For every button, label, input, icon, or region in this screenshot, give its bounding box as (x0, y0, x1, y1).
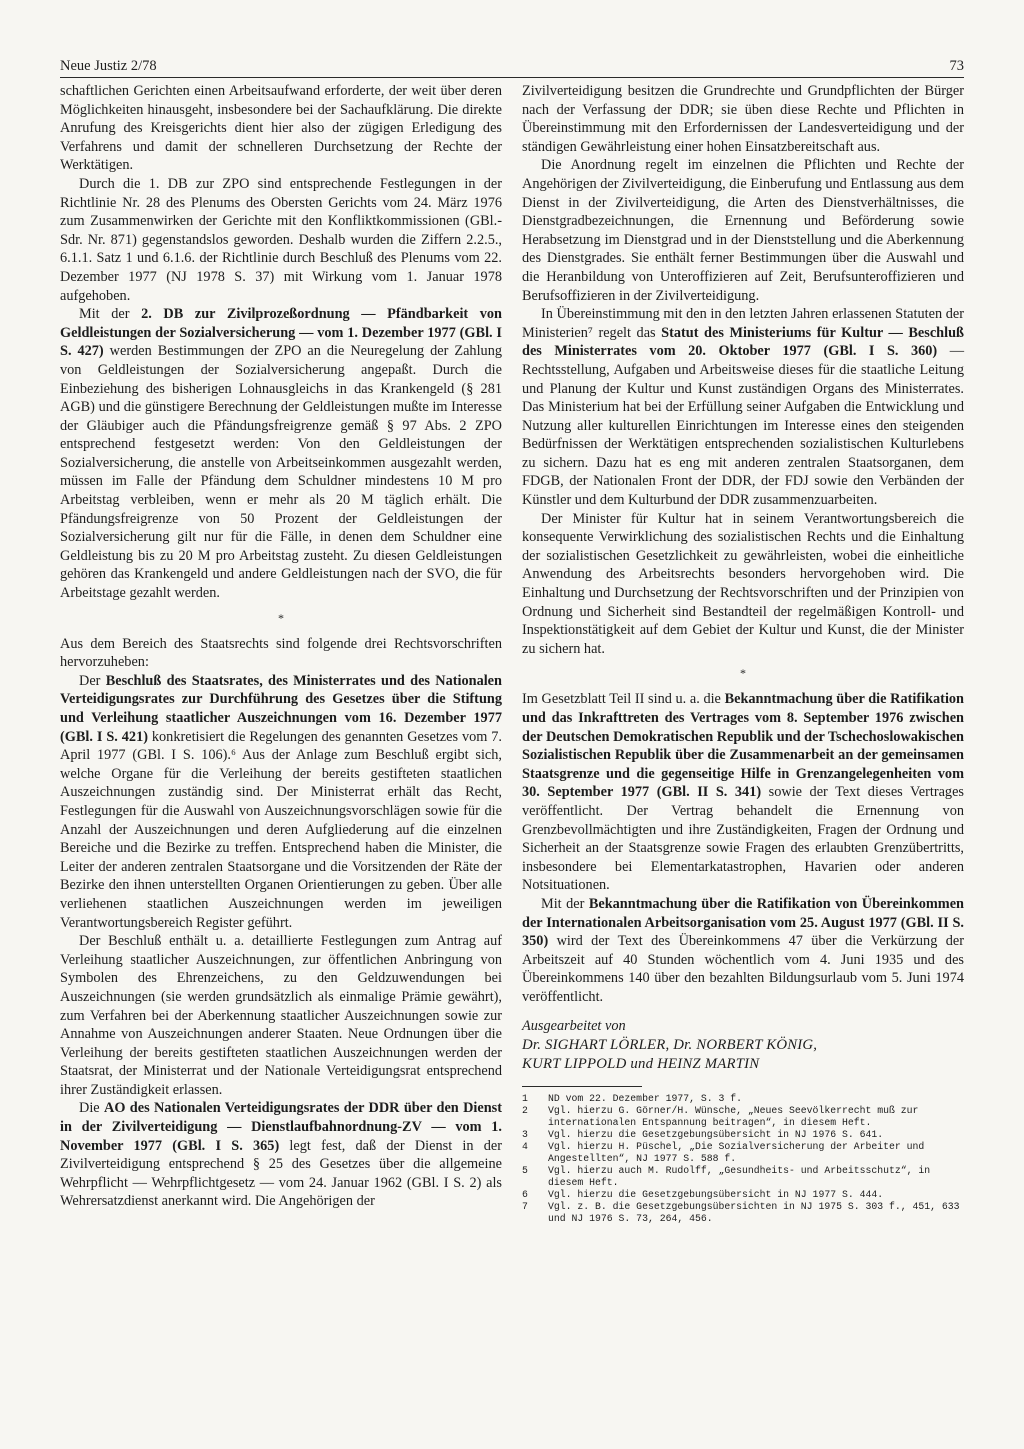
footnotes (522, 1093, 964, 1226)
footnote-number: 3 (522, 1128, 528, 1140)
text-run: — Rechtsstellung, Aufgaben und Arbeitsweise dieses für die staatliche Leitung und Planung der Kultur und Kunst zuständigen Organs des Ministerrates. Das Ministerium hat bei der Erfüllung seiner Aufgaben die Entwicklung und Nutzung aller kulturellen Einrichtungen im Interesse eines den steigenden Bedürfnissen der Werktätigen entsprechenden sozialistischen Kulturlebens zu sichern. Dazu hat es eng mit anderen zentralen Staatsorganen, dem FDGB, der Nationalen Front der DDR, der FDJ sowie den Verbänden der Künstler und dem Kulturbund der DDR zusammenzuarbeiten. (522, 343, 964, 509)
text-run: Zivilverteidigung besitzen die Grundrechte und Grundpflichten der Bürger nach der Verfassung der DDR; sie üben diese Rechte und Pflichten in Übereinstimmung mit den Erfordernissen der Landesverteidigung und der ständigen Gewährleistung einer hohen Einsatzbereitschaft aus. (522, 83, 964, 155)
text-run: In Übereinstimmung mit den in den letzten Jahren erlassenen Statuten der Ministerien⁷ regelt das (522, 306, 964, 341)
text-run: Der (79, 672, 106, 689)
footnote-text: Vgl. hierzu auch M. Rudolff, „Gesundheits- und Arbeitsschutz“, in diesem Heft. (548, 1165, 931, 1189)
paragraph (60, 82, 502, 175)
paragraph (60, 305, 502, 603)
paragraph (60, 1099, 502, 1211)
footnote-text: Vgl. hierzu G. Görner/H. Wünsche, „Neues Seevölkerrecht muß zur internationalen Entspannung beitragen“, in diesem Heft. (548, 1104, 919, 1128)
bold-citation: AO des Nationalen Verteidigungsrates der DDR über den Dienst in der Zivilverteidigung — Dienstlaufbahnordnung-ZV — vom 1. November 1977 (GBl. I S. 365) (60, 1100, 503, 1154)
footnote-text: Vgl. hierzu H. Püschel, „Die Sozialversicherung der Arbeiter und Angestellten“, NJ 1977 S. 588 f. (548, 1140, 925, 1164)
paragraph (60, 932, 502, 1099)
text-run: Mit der (79, 306, 142, 323)
text-run: Die (79, 1100, 104, 1117)
text-run: werden Bestimmungen der ZPO an die Neuregelung der Zahlung von Geldleistungen der Sozialversicherung angepaßt. Durch die Einbeziehung des bisherigen Lohnausgleichs in das Krankengeld (§ 281 AGB) und die günstigere Berechnung der Geldleistungen mußte im Interesse der Gläubiger auch die Pfändungsfreigrenze gemäß § 97 Abs. 2 ZPO entsprechend festgesetzt werden: Von den Geldleistungen der Sozialversicherung, die anstelle von Arbeitseinkommen ausgezahlt werden, müssen im Falle der Pfändung dem Schuldner mindestens 10 M pro Arbeitstag verbleiben, wenn er mehr als 20 M täglich erhält. Die Pfändungsfreigrenze von 50 Prozent der Geldleistungen der Sozialversicherung gilt nur für die Fälle, in denen dem Schuldner eine Geldleistung bis zu 20 M pro Arbeitstag zusteht. Zu diesen Geldleistungen gehören das Krankengeld und andere Geldleistungen nach der SVO, die für Arbeitstage gezahlt werden. (60, 343, 502, 602)
right-column-body (522, 82, 964, 1007)
text-run: Durch die 1. DB zur ZPO sind entsprechende Festlegungen in der Richtlinie Nr. 28 des Plenums des Obersten Gerichts vom 24. März 1976 zum Zusammenwirken der Gerichte mit den Konfliktkommissionen (GBl.-Sdr. Nr. 871) gegenstandslos geworden. Deshalb wurden die Ziffern 2.2.5., 6.1.1. Satz 1 und 6.1.6. der Richtlinie durch Beschluß des Plenums vom 22. Dezember 1977 (NJ 1978 S. 37) mit Wirkung vom 1. Januar 1978 aufgehoben. (60, 175, 502, 304)
credits-label: Ausgearbeitet von (522, 1017, 626, 1034)
running-header (60, 58, 964, 75)
paragraph (60, 175, 502, 305)
paragraph (60, 672, 502, 932)
footnote (522, 1105, 964, 1129)
footnote-text: Vgl. hierzu die Gesetzgebungsübersicht in NJ 1976 S. 641. (548, 1128, 884, 1140)
footnote (522, 1093, 964, 1105)
text-run: wird der Text des Übereinkommens 47 über die Verkürzung der Arbeitszeit auf 40 Stunden wöchentlich vom 4. Juni 1935 und des Übereinkommens 140 über den bezahlten Bildungsurlaub vom 5. Juni 1974 veröffentlicht. (522, 933, 964, 1005)
text-run: Der Beschluß enthält u. a. detaillierte Festlegungen zum Antrag auf Verleihung staatlicher Auszeichnungen, zur öffentlichen Anbringung von Symbolen des Ehrenzeichens, zu den Geldzuwendungen bei Auszeichnungen (sie werden grundsätzlich als einmalige Prämie gewährt), zum Verfahren bei der Aberkennung staatlicher Auszeichnungen sowie zur Annahme von Auszeichnungen anderer Staaten. Neue Ordnungen über die Verleihung der bereits gestifteten staatlichen Auszeichnungen werden der Staatsrat, der Ministerrat und der Nationale Verteidigungsrat entsprechend ihrer Zuständigkeit erlassen. (60, 933, 502, 1098)
paragraph (522, 82, 964, 156)
text-run: konkretisiert die Regelungen des genannten Gesetzes vom 7. April 1977 (GBl. I S. 106).⁶ Aus der Anlage zum Beschluß ergibt sich, welche Organe für die Verleihung der bereits gestifteten staatlichen Auszeichnungen zuständig sind. Der Ministerrat erhält das Recht, Festlegungen für die Auswahl von Auszeichnungsvorschlägen sowie für die Anzahl der Auszeichnungen und deren Aufgliederung auf die einzelnen Bereiche und die Bezirke zu treffen. Entsprechend haben die Minister, die Leiter der anderen zentralen Staatsorgane und die Vorsitzenden der Räte der Bezirke den ihnen unterstellten Organen Orientierungen zu geben. Über alle verliehenen staatlichen Auszeichnungen werden im jeweiligen Verantwortungsbereich Register geführt. (60, 728, 502, 931)
bold-citation: Beschluß des Staatsrates, des Ministerrates und des Nationalen Verteidigungsrates zur Durchführung des Gesetzes über die Stiftung und Verleihung staatlicher Auszeichnungen vom 16. Dezember 1977 (GBl. I S. 421) (60, 672, 502, 745)
footnote (522, 1165, 964, 1189)
bold-citation: Statut des Ministeriums für Kultur — Beschluß des Ministerrates vom 20. Oktober 1977 (GBl. I S. 360) (522, 324, 964, 360)
text-run: sowie der Text dieses Vertrages veröffentlicht. Der Vertrag behandelt die Ernennung von Grenzbevollmächtigten und ihre Zuständigkeiten, Fragen der Ordnung und Sicherheit an der Staatsgrenze sowie Fragen des erlaubten Grenzübertritts, insbesondere bei Elementarkatastrophen, Havarien oder anderen Notsituationen. (522, 784, 964, 894)
text-columns (60, 82, 964, 1226)
authors-line-1: Dr. SIGHART LÖRLER, Dr. NORBERT KÖNIG, (522, 1036, 818, 1053)
text-run: Im Gesetzblatt Teil II sind u. a. die (522, 691, 725, 708)
footnote (522, 1141, 964, 1165)
footnote-number: 1 (522, 1092, 528, 1104)
footnote-text: Vgl. hierzu die Gesetzgebungsübersicht in NJ 1977 S. 444. (548, 1189, 884, 1201)
text-run: schaftlichen Gerichten einen Arbeitsaufwand erforderte, der weit über deren Möglichkeiten hinausgeht, insbesondere bei der Sachaufklärung. Die direkte Anrufung des Kreisgerichts dient hier also der zügigen Erledigung des Verfahrens und damit der schnelleren Durchsetzung der Rechte der Werktätigen. (60, 83, 502, 174)
footnote-text: Vgl. z. B. die Gesetzgebungsübersichten in NJ 1975 S. 303 f., 451, 633 und NJ 1976 S. 73, 264, 456. (548, 1201, 960, 1225)
paragraph (522, 510, 964, 659)
right-column (522, 82, 964, 1226)
header-rule (60, 77, 964, 78)
page-number: 73 (949, 58, 964, 74)
footnote-text: ND vom 22. Dezember 1977, S. 3 f. (548, 1092, 743, 1104)
text-run: Mit der (541, 895, 589, 912)
author-credits (522, 1017, 964, 1074)
text-run: * (740, 666, 746, 681)
paragraph (522, 305, 964, 510)
paragraph (522, 690, 964, 895)
text-run: Die Anordnung regelt im einzelnen die Pflichten und Rechte der Angehörigen der Zivilverteidigung, die Einberufung und Entlassung aus dem Dienst in der Zivilverteidigung, die Arten des Dienstverhältnisses, die Dienstgradbezeichnungen, die Ernennung und Beförderung sowie Herabsetzung im Dienstgrad und in der Dienststellung und die Aberkennung des Dienstgrades. Sie enthält ferner Bestimmungen über die Auswahl und die Heranbildung von Unteroffizieren auf Zeit, Berufsunteroffizieren und Berufsoffizieren in der Zivilverteidigung. (522, 157, 964, 304)
text-run: legt fest, daß der Dienst in der Zivilverteidigung entsprechend § 25 des Gesetzes über die allgemeine Wehrpflicht — Wehrpflichtgesetz — vom 24. Januar 1962 (GBl. I S. 2) als Wehrersatzdienst anerkannt wird. Die Angehörigen der (60, 1137, 502, 1210)
bold-citation: Bekanntmachung über die Ratifikation und das Inkrafttreten des Vertrages vom 8. September 1976 zwischen der Deutschen Demokratischen Republik und der Tschechoslowakischen Sozialistischen Republik über die Zusammenarbeit an der gemeinsamen Staatsgrenze und die gegenseitige Hilfe in Grenzangelegenheiten vom 30. September 1977 (GBl. II S. 341) (522, 691, 965, 801)
page (60, 58, 964, 1226)
authors-line-2: KURT LIPPOLD und HEINZ MARTIN (522, 1055, 760, 1072)
paragraph (522, 895, 964, 1007)
section-separator (60, 607, 502, 629)
footnote (522, 1189, 964, 1201)
section-separator (522, 662, 964, 684)
footnote-number: 2 (522, 1104, 528, 1116)
footnote-number: 4 (522, 1140, 528, 1152)
journal-title: Neue Justiz 2/78 (60, 58, 157, 74)
paragraph (522, 156, 964, 305)
bold-citation: 2. DB zur Zivilprozeßordnung — Pfändbarkeit von Geldleistungen der Sozialversicherung — vom 1. Dezember 1977 (GBl. I S. 427) (60, 306, 503, 360)
bold-citation: Bekanntmachung über die Ratifikation von Übereinkommen der Internationalen Arbeitsorganisation vom 25. August 1977 (GBl. II S. 350) (522, 895, 965, 950)
footnote-rule (522, 1086, 642, 1087)
footnote (522, 1129, 964, 1141)
text-run: * (278, 610, 284, 625)
text-run: Aus dem Bereich des Staatsrechts sind folgende drei Rechtsvorschriften hervorzuheben: (60, 635, 502, 671)
footnote-number: 7 (522, 1201, 528, 1213)
footnote-number: 6 (522, 1189, 528, 1201)
text-run: Der Minister für Kultur hat in seinem Verantwortungsbereich die konsequente Verwirklichung des sozialistischen Rechts und die Einhaltung der sozialistischen Gesetzlichkeit zu gewährleisten, wobei die einheitliche Anwendung des Arbeitsrechts besonders hervorgehoben wird. Die Einhaltung und Durchsetzung der Rechtsvorschriften und der Prinzipien von Ordnung und Sicherheit sind Bestandteil der regelmäßigen Kontroll- und Inspektionstätigkeit auf dem Gebiet der Kultur und Kunst, die der Minister zu sichern hat. (522, 510, 964, 657)
left-column (60, 82, 502, 1226)
footnote-number: 5 (522, 1165, 528, 1177)
paragraph (60, 635, 502, 672)
footnote (522, 1201, 964, 1225)
